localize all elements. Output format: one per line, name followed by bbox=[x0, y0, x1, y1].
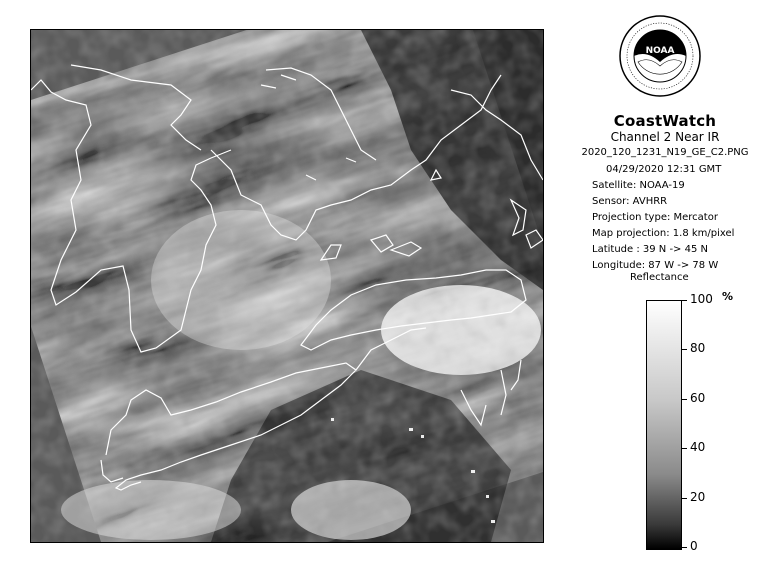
file-name: 2020_120_1231_N19_GE_C2.PNG bbox=[581, 147, 749, 158]
colorbar-tick bbox=[681, 498, 687, 499]
colorbar-tick bbox=[681, 300, 687, 301]
colorbar-tick-label: 100 bbox=[690, 292, 713, 306]
colorbar-title: Reflectance bbox=[630, 272, 689, 283]
page-title: CoastWatch bbox=[613, 112, 717, 130]
colorbar-tick-label: 60 bbox=[690, 391, 706, 405]
satellite-label: Satellite: NOAA-19 bbox=[592, 180, 685, 191]
colorbar-tick bbox=[681, 399, 687, 400]
colorbar-tick-label: 80 bbox=[690, 341, 706, 355]
projection-type-label: Projection type: Mercator bbox=[592, 212, 718, 223]
noaa-logo bbox=[618, 14, 702, 98]
sensor-label: Sensor: AVHRR bbox=[592, 196, 668, 207]
latitude-label: Latitude : 39 N -> 45 N bbox=[592, 244, 708, 255]
colorbar-tick bbox=[681, 349, 687, 350]
colorbar-unit: % bbox=[722, 290, 734, 303]
satellite-image bbox=[30, 29, 544, 543]
logo-center-text: NOAA bbox=[645, 46, 675, 56]
datetime-label: 04/29/2020 12:31 GMT bbox=[606, 164, 722, 175]
map-projection-label: Map projection: 1.8 km/pixel bbox=[592, 228, 735, 239]
noaa-logo-icon bbox=[618, 14, 702, 98]
colorbar-tick bbox=[681, 448, 687, 449]
colorbar-tick-label: 40 bbox=[690, 440, 706, 454]
colorbar-tick bbox=[681, 547, 687, 548]
longitude-label: Longitude: 87 W -> 78 W bbox=[592, 260, 719, 271]
satellite-image-svg bbox=[31, 30, 543, 542]
colorbar-tick-label: 20 bbox=[690, 490, 706, 504]
channel-label: Channel 2 Near IR bbox=[610, 130, 720, 144]
reflectance-colorbar bbox=[646, 300, 682, 550]
colorbar-tick-label: 0 bbox=[690, 539, 698, 553]
